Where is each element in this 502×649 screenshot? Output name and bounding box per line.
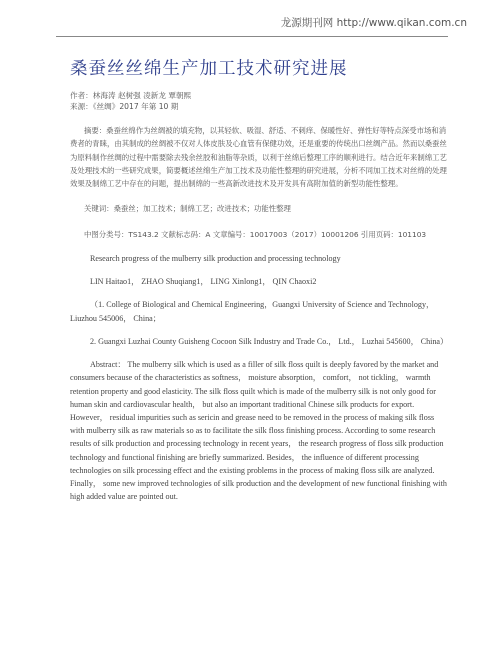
english-affiliation-1: （1. College of Biological and Chemical Engineering，Guangxi University of Science and Technology， Liuzhou 545006， China；	[70, 300, 435, 323]
page-header	[0, 0, 502, 36]
keywords: 关键词：桑蚕丝；加工技术；制绵工艺；改进技术；功能性整理	[84, 204, 291, 214]
header-divider	[56, 36, 448, 37]
english-abstract: Abstract： The mulberry silk which is used as a filler of silk floss quilt is deeply favored by the market and consumers because of the characteristics as softness， moisture absorption， comfort， not tickling， warmth retention property and good elasticity. The silk floss quilt which is made of the mulberry silk is not only good for human skin and cardiovascular health， but also an important traditional Chinese silk products for export. However， residual impurities such as sericin and grease need to be removed in the process of making silk floss with mulberry silk as raw materials so as to facilitate the silk floss finishing process. According to some research results of silk production and processing technology in recent years， the research progress of floss silk production technology and functional finishing are briefly summarized. Besides， the influence of different processing technologies on silk processing effect and the existing problems in the process of making floss silk are analyzed. Finally， some new improved technologies of silk production and the development of new functional finishing with high added value are pointed out.	[70, 360, 447, 502]
english-authors: LIN Haitao1， ZHAO Shuqiang1， LING Xinlong1， QIN Chaoxi2	[90, 277, 317, 287]
english-affiliation-2: 2. Guangxi Luzhai County Guisheng Cocoon Silk Industry and Trade Co.， Ltd.， Luzhai 545600， China）	[90, 336, 449, 346]
article-body	[70, 58, 448, 503]
english-title: Research progress of the mulberry silk production and processing technology	[90, 254, 341, 264]
article-authors: 作者：林海涛 赵树强 凌新龙 覃朝熙	[70, 91, 192, 100]
article-source: 来源：《丝绸》2017 年第 10 期	[70, 102, 179, 111]
abstract-chinese: 摘要：桑蚕丝绵作为丝绸被的填充物，以其轻软、吸湿、舒适、不刺痒、保暖性好、弹性好等特点深受市场和消费者的青睐，由其制成的丝绸被不仅对人体皮肤及心血管有保健功效，还是重要的传统出口丝绸产品。然而以桑蚕丝为原料制作丝绸的过程中需要除去残余丝胶和油脂等杂质，以利于丝绵后整理工序的顺利进行。结合近年来制绵工艺及处理技术的一些研究成果，简要概述丝绵生产加工技术及功能性整理的研究进展，分析不同加工技术对丝绵的处理效果及制绵工艺中存在的问题，提出制绵的一些高新改进技术及开发具有高附加值的新型功能性整理。	[70, 126, 447, 189]
classification-info: 中图分类号：TS143.2 文献标志码：A 文章编号：10017003（2017）10001206 引用页码：101103	[84, 229, 427, 239]
article-title: 桑蚕丝丝绵生产加工技术研究进展	[70, 59, 348, 79]
site-header-text: 龙源期刊网 http://www.qikan.com.cn	[280, 17, 467, 29]
